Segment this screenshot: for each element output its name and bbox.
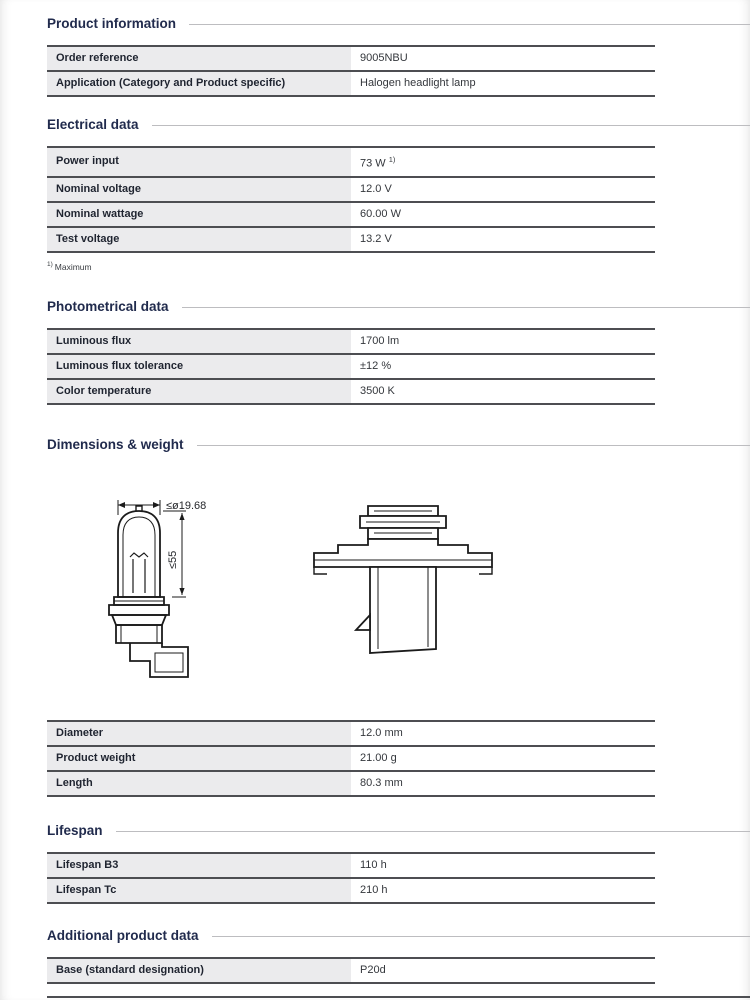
row-label: Diameter <box>47 721 351 746</box>
row-value: 1700 lm <box>351 329 655 354</box>
technical-drawings <box>100 493 750 698</box>
section-title: Lifespan <box>47 823 103 839</box>
row-value: 110 h <box>351 853 655 878</box>
row-value: 12.0 V <box>351 177 655 202</box>
next-row-top-border <box>47 996 750 998</box>
section-title: Dimensions & weight <box>47 437 184 453</box>
row-label: Nominal voltage <box>47 177 351 202</box>
row-label: Nominal wattage <box>47 202 351 227</box>
bulb-base-front-drawing <box>308 503 498 673</box>
row-value: 12.0 mm <box>351 721 655 746</box>
heading-rule <box>189 24 750 25</box>
spec-row <box>47 71 655 96</box>
product-information-table <box>47 45 655 97</box>
section-heading-lifespan <box>47 823 750 839</box>
row-value: ±12 % <box>351 354 655 379</box>
row-value <box>351 147 655 177</box>
diameter-dimension-label: ≤ø19.68 <box>166 500 207 513</box>
row-value-superscript: 1) <box>388 155 396 164</box>
row-value-text: 73 W <box>360 157 386 170</box>
row-label: Luminous flux tolerance <box>47 354 351 379</box>
row-label: Lifespan Tc <box>47 878 351 903</box>
spec-row <box>47 771 655 796</box>
section-title: Electrical data <box>47 117 139 132</box>
row-label: Base (standard designation) <box>47 958 351 983</box>
spec-row <box>47 329 655 354</box>
row-value: 3500 K <box>351 379 655 404</box>
row-value: 13.2 V <box>351 227 655 252</box>
spec-row <box>47 227 655 252</box>
row-label: Luminous flux <box>47 329 351 354</box>
heading-rule <box>197 445 750 446</box>
bulb-side-view-drawing <box>100 493 250 698</box>
footnote-superscript: 1) <box>47 260 53 268</box>
footnote-text: Maximum <box>54 261 92 272</box>
row-label: Test voltage <box>47 227 351 252</box>
section-heading-dimensions-weight <box>47 437 750 453</box>
spec-row <box>47 177 655 202</box>
section-heading-product-information <box>47 16 750 32</box>
heading-rule <box>116 831 750 832</box>
spec-row <box>47 746 655 771</box>
row-value: 80.3 mm <box>351 771 655 796</box>
length-dimension-label: ≤55 <box>167 551 179 570</box>
dimensions-weight-table <box>47 720 655 797</box>
row-value: 9005NBU <box>351 46 655 71</box>
row-value: 210 h <box>351 878 655 903</box>
row-label: Length <box>47 771 351 796</box>
row-value: P20d <box>351 958 655 983</box>
section-heading-photometrical-data <box>47 299 750 315</box>
section-heading-electrical-data <box>47 117 750 133</box>
spec-row <box>47 958 655 983</box>
row-label: Color temperature <box>47 379 351 404</box>
spec-row <box>47 853 655 878</box>
section-title: Product information <box>47 16 176 31</box>
spec-row <box>47 379 655 404</box>
photometrical-data-table <box>47 328 655 405</box>
spec-row <box>47 354 655 379</box>
section-heading-additional-product-data <box>47 928 750 944</box>
row-value: Halogen headlight lamp <box>351 71 655 96</box>
lifespan-table <box>47 852 655 904</box>
section-title: Photometrical data <box>47 299 169 315</box>
spec-row <box>47 202 655 227</box>
additional-product-data-table <box>47 957 655 984</box>
row-value: 60.00 W <box>351 202 655 227</box>
heading-rule <box>152 125 750 126</box>
heading-rule <box>212 936 750 937</box>
row-label: Power input <box>47 147 351 177</box>
heading-rule <box>182 307 750 308</box>
footnote-maximum <box>47 261 750 272</box>
row-label: Order reference <box>47 46 351 71</box>
spec-row <box>47 46 655 71</box>
row-value: 21.00 g <box>351 746 655 771</box>
spec-row <box>47 721 655 746</box>
section-title: Additional product data <box>47 928 199 944</box>
spec-row <box>47 878 655 903</box>
spec-row <box>47 147 655 177</box>
row-label: Application (Category and Product specific) <box>47 71 351 96</box>
electrical-data-table <box>47 146 655 253</box>
row-label: Product weight <box>47 746 351 771</box>
row-label: Lifespan B3 <box>47 853 351 878</box>
